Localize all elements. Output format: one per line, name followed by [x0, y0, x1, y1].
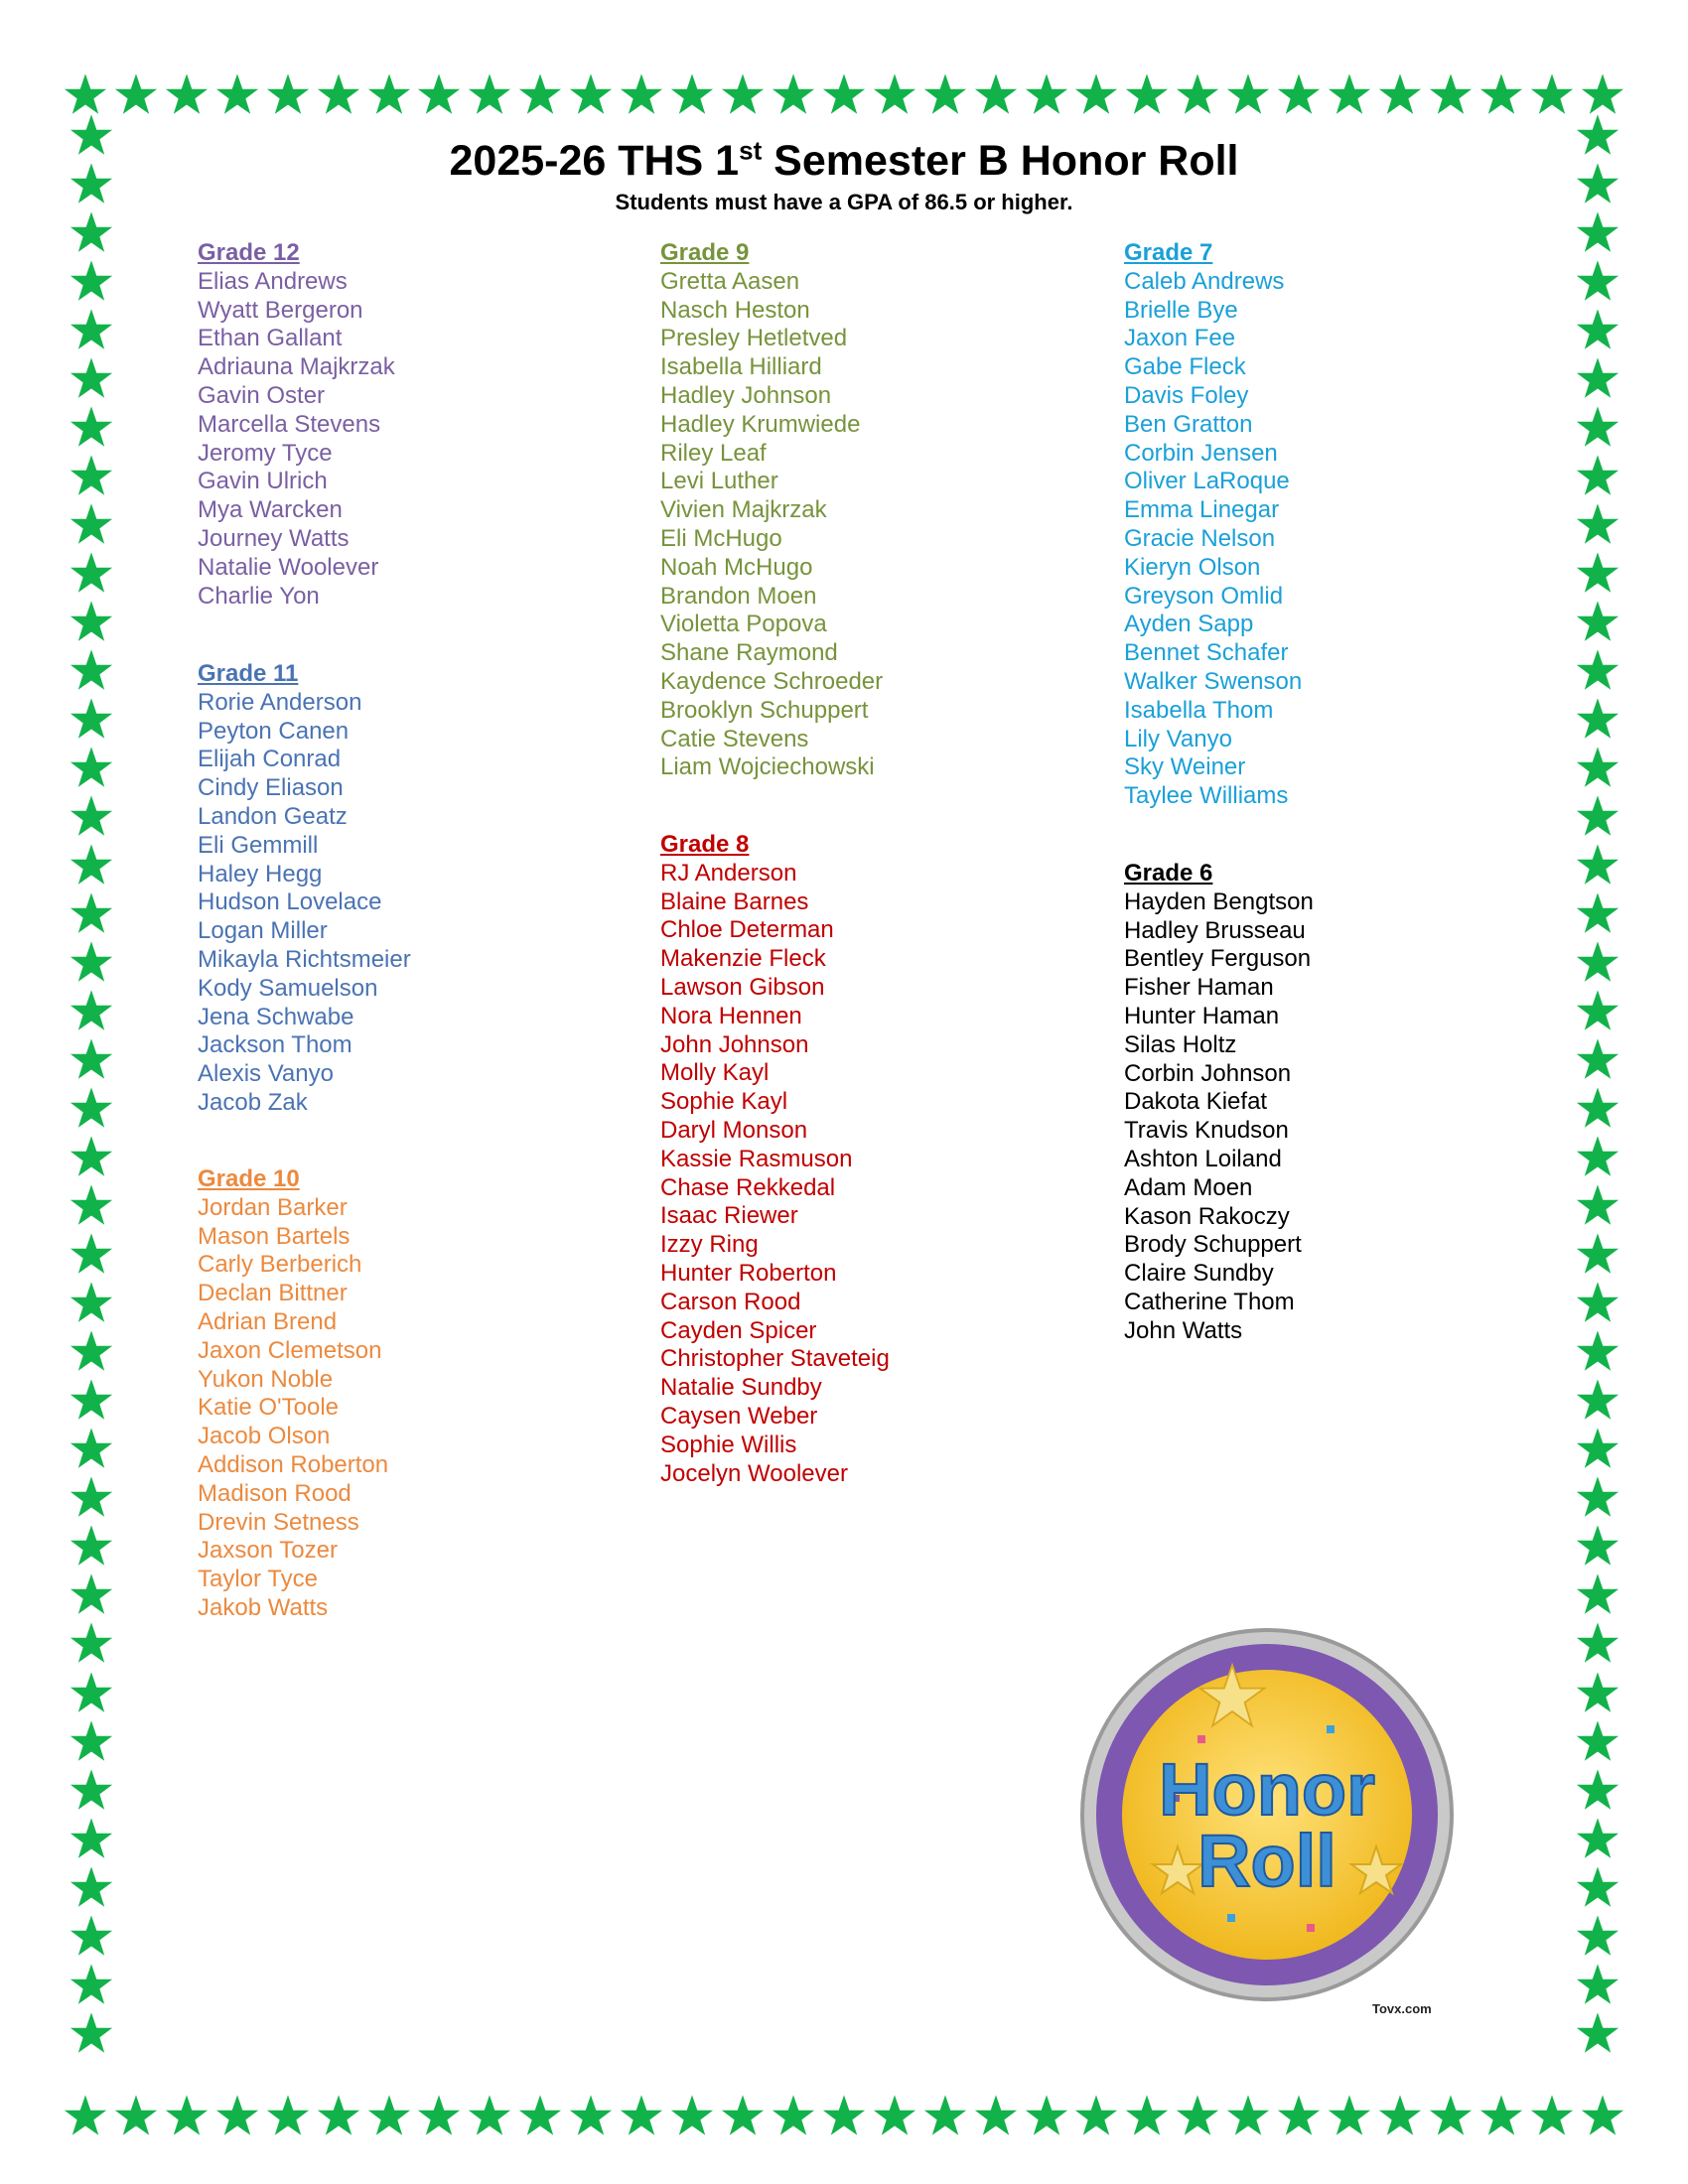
- star-icon: [1576, 551, 1619, 595]
- star-icon: [70, 551, 113, 595]
- student-name: Natalie Woolever: [198, 553, 379, 581]
- grade-12-section: [198, 239, 395, 611]
- star-icon: [1125, 72, 1169, 116]
- star-icon: [1581, 72, 1624, 116]
- student-name: Mikayla Richtsmeier: [198, 945, 411, 973]
- star-icon: [70, 1329, 113, 1373]
- grade-8-heading: Grade 8: [660, 831, 750, 858]
- star-icon: [165, 72, 209, 116]
- student-name: Hunter Haman: [1124, 1002, 1280, 1029]
- star-icon: [70, 1232, 113, 1276]
- student-name: Caleb Andrews: [1124, 267, 1285, 295]
- star-icon: [670, 2094, 714, 2137]
- star-icon: [165, 2094, 209, 2137]
- student-name: Isaac Riewer: [660, 1202, 798, 1230]
- student-name: Jaxon Clemetson: [198, 1336, 382, 1364]
- student-name: Corbin Jensen: [1124, 439, 1278, 467]
- star-icon: [70, 1475, 113, 1519]
- student-name: Chloe Determan: [660, 916, 834, 944]
- star-icon: [620, 2094, 663, 2137]
- student-name: Noah McHugo: [660, 553, 813, 581]
- star-icon: [64, 72, 107, 116]
- star-icon: [1576, 697, 1619, 741]
- student-name: Logan Miller: [198, 917, 328, 945]
- star-icon: [317, 72, 360, 116]
- student-name: Yukon Noble: [198, 1365, 334, 1393]
- star-icon: [1074, 2094, 1118, 2137]
- star-icon: [1074, 72, 1118, 116]
- student-name: Violetta Popova: [660, 611, 827, 638]
- student-name: Blaine Barnes: [660, 887, 809, 915]
- star-border-top: [64, 69, 1624, 119]
- star-icon: [974, 72, 1018, 116]
- star-icon: [417, 2094, 461, 2137]
- star-icon: [1176, 72, 1219, 116]
- star-icon: [70, 1572, 113, 1616]
- star-icon: [1576, 989, 1619, 1032]
- student-name: Jordan Barker: [198, 1193, 348, 1221]
- star-icon: [1576, 1037, 1619, 1081]
- star-icon: [1576, 794, 1619, 838]
- grade-11-list: [198, 689, 411, 1118]
- student-name: Hadley Johnson: [660, 381, 832, 409]
- star-icon: [1576, 1817, 1619, 1860]
- student-name: Claire Sundby: [1124, 1260, 1274, 1288]
- grade-12-list: [198, 268, 395, 612]
- star-icon: [1576, 1183, 1619, 1227]
- star-icon: [1576, 405, 1619, 449]
- student-name: Adriauna Majkrzak: [198, 353, 395, 381]
- student-name: Catie Stevens: [660, 725, 809, 752]
- star-icon: [1429, 2094, 1473, 2137]
- student-name: Cindy Eliason: [198, 774, 344, 802]
- student-name: Taylee Williams: [1124, 782, 1289, 810]
- star-icon: [1576, 1963, 1619, 2006]
- student-name: Mason Bartels: [198, 1222, 351, 1250]
- star-icon: [70, 259, 113, 303]
- student-name: Ashton Loiland: [1124, 1145, 1282, 1172]
- star-icon: [70, 1719, 113, 1763]
- star-icon: [1576, 1427, 1619, 1470]
- star-icon: [1576, 1281, 1619, 1324]
- student-name: Izzy Ring: [660, 1231, 759, 1259]
- student-name: Declan Bittner: [198, 1280, 348, 1307]
- grade-8-list: [660, 860, 890, 1489]
- grade-9-heading: Grade 9: [660, 239, 750, 266]
- star-icon: [114, 72, 158, 116]
- star-border-left: [67, 113, 116, 2055]
- star-icon: [873, 72, 916, 116]
- star-icon: [1576, 2011, 1619, 2055]
- star-icon: [70, 2011, 113, 2055]
- star-icon: [1576, 843, 1619, 887]
- star-icon: [266, 72, 310, 116]
- student-name: Lily Vanyo: [1124, 725, 1232, 752]
- star-icon: [1576, 648, 1619, 692]
- star-icon: [1576, 1086, 1619, 1130]
- student-name: Jaxon Fee: [1124, 325, 1236, 352]
- grade-9-list: [660, 268, 883, 782]
- grade-6-section: [1124, 860, 1314, 1346]
- star-icon: [1125, 2094, 1169, 2137]
- star-icon: [70, 454, 113, 497]
- student-name: Emma Linegar: [1124, 496, 1280, 524]
- star-icon: [70, 1865, 113, 1909]
- star-icon: [923, 2094, 967, 2137]
- student-name: Journey Watts: [198, 524, 350, 552]
- student-name: Ethan Gallant: [198, 325, 343, 352]
- student-name: Kody Samuelson: [198, 974, 378, 1002]
- badge-credit: Tovx.com: [1372, 2001, 1432, 2016]
- student-name: Hudson Lovelace: [198, 888, 382, 916]
- star-icon: [1576, 356, 1619, 400]
- student-name: Drevin Setness: [198, 1508, 359, 1536]
- student-name: Bennet Schafer: [1124, 639, 1289, 667]
- star-icon: [70, 600, 113, 643]
- star-icon: [70, 989, 113, 1032]
- student-name: Jacob Olson: [198, 1423, 331, 1450]
- student-name: Presley Hetletved: [660, 325, 848, 352]
- student-name: Catherine Thom: [1124, 1288, 1295, 1315]
- star-icon: [1576, 1914, 1619, 1958]
- student-name: Elijah Conrad: [198, 746, 342, 773]
- star-icon: [468, 2094, 511, 2137]
- student-name: Jackson Thom: [198, 1031, 352, 1059]
- page-subtitle: Students must have a GPA of 86.5 or higher.: [615, 190, 1073, 214]
- student-name: Elias Andrews: [198, 267, 348, 295]
- star-icon: [1328, 72, 1371, 116]
- student-name: Marcella Stevens: [198, 410, 381, 438]
- student-name: Eli McHugo: [660, 524, 782, 552]
- star-icon: [1576, 1135, 1619, 1178]
- student-name: Sophie Willis: [660, 1431, 797, 1458]
- student-name: Brielle Bye: [1124, 296, 1238, 324]
- student-name: Oliver LaRoque: [1124, 468, 1290, 495]
- star-icon: [1576, 454, 1619, 497]
- student-name: Carson Rood: [660, 1288, 801, 1315]
- star-icon: [1025, 2094, 1068, 2137]
- star-icon: [1429, 72, 1473, 116]
- student-name: Rorie Anderson: [198, 688, 362, 716]
- star-icon: [873, 2094, 916, 2137]
- page-title: [0, 137, 1688, 186]
- star-icon: [569, 2094, 613, 2137]
- student-name: Addison Roberton: [198, 1450, 389, 1478]
- star-icon: [1176, 2094, 1219, 2137]
- student-name: Wyatt Bergeron: [198, 296, 363, 324]
- star-icon: [70, 356, 113, 400]
- star-border-right: [1573, 113, 1622, 2055]
- star-icon: [974, 2094, 1018, 2137]
- student-name: Kaydence Schroeder: [660, 667, 884, 695]
- star-icon: [215, 72, 259, 116]
- star-icon: [569, 72, 613, 116]
- student-name: Ayden Sapp: [1124, 611, 1254, 638]
- star-icon: [367, 2094, 411, 2137]
- badge-text-roll: Roll: [1197, 1820, 1336, 1902]
- grade-8-section: [660, 831, 890, 1488]
- star-icon: [1576, 502, 1619, 546]
- student-name: Adam Moen: [1124, 1173, 1253, 1201]
- star-icon: [1576, 1378, 1619, 1422]
- star-icon: [772, 2094, 815, 2137]
- student-name: Riley Leaf: [660, 439, 767, 467]
- student-name: Silas Holtz: [1124, 1030, 1237, 1058]
- star-icon: [114, 2094, 158, 2137]
- star-icon: [367, 72, 411, 116]
- student-name: RJ Anderson: [660, 859, 797, 887]
- star-icon: [1378, 72, 1422, 116]
- grade-11-heading: Grade 11: [198, 660, 299, 687]
- star-icon: [1277, 2094, 1321, 2137]
- student-name: Lawson Gibson: [660, 973, 825, 1001]
- student-name: Gretta Aasen: [660, 267, 800, 295]
- student-name: Gabe Fleck: [1124, 353, 1246, 381]
- student-name: Gavin Oster: [198, 381, 326, 409]
- student-name: Fisher Haman: [1124, 974, 1274, 1002]
- star-icon: [620, 72, 663, 116]
- student-name: Natalie Sundby: [660, 1374, 822, 1402]
- star-icon: [70, 940, 113, 984]
- star-icon: [70, 1427, 113, 1470]
- student-name: Sky Weiner: [1124, 753, 1246, 781]
- student-name: Brody Schuppert: [1124, 1231, 1302, 1259]
- star-icon: [70, 648, 113, 692]
- star-icon: [70, 1086, 113, 1130]
- star-icon: [70, 1671, 113, 1714]
- student-name: Cayden Spicer: [660, 1316, 817, 1344]
- star-icon: [70, 1914, 113, 1958]
- star-icon: [215, 2094, 259, 2137]
- badge-text-honor: Honor: [1159, 1748, 1375, 1831]
- student-name: Corbin Johnson: [1124, 1059, 1292, 1087]
- star-icon: [266, 2094, 310, 2137]
- star-icon: [64, 2094, 107, 2137]
- student-name: Isabella Thom: [1124, 696, 1274, 724]
- student-name: Haley Hegg: [198, 860, 323, 887]
- star-icon: [70, 1768, 113, 1812]
- student-name: Eli Gemmill: [198, 831, 319, 859]
- student-name: Ben Gratton: [1124, 410, 1253, 438]
- student-name: Jena Schwabe: [198, 1003, 354, 1030]
- student-name: Chase Rekkedal: [660, 1173, 836, 1201]
- star-icon: [1576, 1671, 1619, 1714]
- star-icon: [70, 1135, 113, 1178]
- star-icon: [70, 502, 113, 546]
- student-name: Daryl Monson: [660, 1116, 808, 1144]
- star-icon: [518, 72, 562, 116]
- student-name: Vivien Majkrzak: [660, 496, 827, 524]
- student-name: John Johnson: [660, 1030, 809, 1058]
- star-icon: [1576, 940, 1619, 984]
- star-icon: [1576, 1768, 1619, 1812]
- student-name: John Watts: [1124, 1316, 1243, 1344]
- star-icon: [1576, 1621, 1619, 1665]
- student-name: Hunter Roberton: [660, 1259, 837, 1287]
- star-icon: [70, 843, 113, 887]
- student-name: Jocelyn Woolever: [660, 1459, 848, 1487]
- student-name: Landon Geatz: [198, 802, 348, 830]
- star-icon: [468, 72, 511, 116]
- student-name: Adrian Brend: [198, 1307, 338, 1335]
- grade-10-section: [198, 1165, 388, 1623]
- student-name: Sophie Kayl: [660, 1088, 788, 1116]
- star-icon: [772, 72, 815, 116]
- grade-9-section: [660, 239, 883, 782]
- star-icon: [70, 1963, 113, 2006]
- star-icon: [1576, 1232, 1619, 1276]
- star-icon: [721, 72, 765, 116]
- student-name: Christopher Staveteig: [660, 1345, 890, 1373]
- star-icon: [70, 1037, 113, 1081]
- star-icon: [822, 2094, 866, 2137]
- student-name: Dakota Kiefat: [1124, 1088, 1268, 1116]
- star-icon: [670, 72, 714, 116]
- star-icon: [1576, 1475, 1619, 1519]
- student-name: Isabella Hilliard: [660, 353, 822, 381]
- star-icon: [70, 1524, 113, 1568]
- student-name: Jakob Watts: [198, 1593, 329, 1621]
- star-icon: [417, 72, 461, 116]
- star-icon: [70, 308, 113, 351]
- star-icon: [70, 1817, 113, 1860]
- star-icon: [923, 72, 967, 116]
- star-icon: [70, 794, 113, 838]
- student-name: Gavin Ulrich: [198, 468, 328, 495]
- star-icon: [70, 891, 113, 935]
- star-icon: [1576, 1329, 1619, 1373]
- grade-10-heading: Grade 10: [198, 1165, 300, 1192]
- star-icon: [1576, 259, 1619, 303]
- student-name: Mya Warcken: [198, 496, 343, 524]
- grade-6-heading: Grade 6: [1124, 860, 1213, 887]
- star-icon: [1576, 210, 1619, 254]
- star-icon: [1576, 1524, 1619, 1568]
- star-icon: [70, 405, 113, 449]
- student-name: Davis Foley: [1124, 381, 1249, 409]
- star-icon: [1226, 2094, 1270, 2137]
- grade-11-section: [198, 660, 411, 1118]
- student-name: Hadley Brusseau: [1124, 916, 1306, 944]
- grade-7-heading: Grade 7: [1124, 239, 1213, 266]
- student-name: Hayden Bengtson: [1124, 887, 1314, 915]
- student-name: Jeromy Tyce: [198, 439, 333, 467]
- student-name: Walker Swenson: [1124, 667, 1303, 695]
- star-icon: [70, 1281, 113, 1324]
- star-icon: [1576, 891, 1619, 935]
- grade-7-section: [1124, 239, 1302, 811]
- title-superscript: st: [739, 135, 763, 166]
- star-icon: [1581, 2094, 1624, 2137]
- student-name: Shane Raymond: [660, 639, 838, 667]
- honor-roll-badge-logo: [1078, 1626, 1456, 2003]
- grade-6-list: [1124, 888, 1314, 1346]
- star-icon: [518, 2094, 562, 2137]
- student-name: Travis Knudson: [1124, 1117, 1289, 1145]
- grade-7-list: [1124, 268, 1302, 811]
- student-name: Alexis Vanyo: [198, 1060, 334, 1088]
- star-icon: [1378, 2094, 1422, 2137]
- star-icon: [1576, 600, 1619, 643]
- student-name: Nasch Heston: [660, 296, 810, 324]
- title-prefix: 2025-26 THS 1: [449, 137, 740, 185]
- star-icon: [1530, 2094, 1574, 2137]
- star-icon: [1576, 308, 1619, 351]
- star-icon: [70, 746, 113, 789]
- student-name: Charlie Yon: [198, 582, 320, 610]
- student-name: Peyton Canen: [198, 717, 350, 745]
- student-name: Makenzie Fleck: [660, 945, 826, 973]
- star-icon: [70, 697, 113, 741]
- star-icon: [822, 72, 866, 116]
- student-name: Greyson Omlid: [1124, 582, 1284, 610]
- star-icon: [1576, 1572, 1619, 1616]
- student-name: Nora Hennen: [660, 1002, 802, 1029]
- title-suffix: Semester B Honor Roll: [762, 137, 1239, 185]
- star-icon: [317, 2094, 360, 2137]
- star-icon: [1479, 2094, 1523, 2137]
- star-icon: [70, 1621, 113, 1665]
- student-name: Bentley Ferguson: [1124, 945, 1312, 973]
- student-name: Brandon Moen: [660, 582, 817, 610]
- student-name: Kieryn Olson: [1124, 553, 1261, 581]
- star-icon: [1576, 1865, 1619, 1909]
- student-name: Liam Wojciechowski: [660, 753, 875, 781]
- star-icon: [1328, 2094, 1371, 2137]
- star-icon: [1277, 72, 1321, 116]
- student-name: Jaxson Tozer: [198, 1537, 338, 1565]
- student-name: Carly Berberich: [198, 1251, 362, 1279]
- star-border-bottom: [64, 2091, 1624, 2140]
- student-name: Jacob Zak: [198, 1088, 308, 1116]
- student-name: Kason Rakoczy: [1124, 1202, 1290, 1230]
- student-name: Levi Luther: [660, 468, 778, 495]
- student-name: Caysen Weber: [660, 1402, 818, 1430]
- star-icon: [70, 210, 113, 254]
- student-name: Molly Kayl: [660, 1059, 770, 1087]
- star-icon: [1025, 72, 1068, 116]
- student-name: Brooklyn Schuppert: [660, 696, 869, 724]
- student-name: Gracie Nelson: [1124, 524, 1276, 552]
- grade-12-heading: Grade 12: [198, 239, 300, 266]
- student-name: Taylor Tyce: [198, 1566, 318, 1593]
- star-icon: [1576, 746, 1619, 789]
- star-icon: [721, 2094, 765, 2137]
- star-icon: [1530, 72, 1574, 116]
- student-name: Katie O'Toole: [198, 1394, 339, 1422]
- star-icon: [70, 1378, 113, 1422]
- star-icon: [70, 1183, 113, 1227]
- student-name: Hadley Krumwiede: [660, 410, 861, 438]
- student-name: Madison Rood: [198, 1479, 352, 1507]
- star-icon: [1479, 72, 1523, 116]
- grade-10-list: [198, 1194, 388, 1623]
- student-name: Kassie Rasmuson: [660, 1145, 853, 1172]
- star-icon: [1576, 1719, 1619, 1763]
- star-icon: [1226, 72, 1270, 116]
